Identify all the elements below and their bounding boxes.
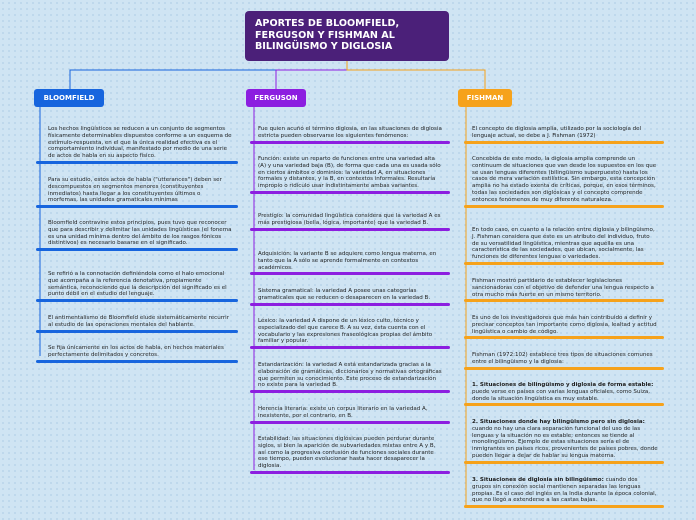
fishman-type-title: 3. Situaciones de diglosia sin bilingüismo: [472, 477, 604, 483]
bloomfield-topic-text: Se refirió a la connotación definiéndola como el halo emocional que acompaña a la referencia denotativa, propiamente semántica, reconociendo que la descripción del significado es el punto débil en el estudio del lenguaje. [48, 271, 227, 298]
ferguson-topic[interactable] [250, 126, 450, 140]
fishman-topic-text: Fishman (1972:102) establece tres tipos de situaciones comunes entre el bilingüismo y la diglosia: [472, 352, 653, 365]
central-topic[interactable] [245, 11, 449, 61]
fishman-type-text: cuando dos grupos sin conexión social mantienen separadas las lenguas propias. Es el caso del inglés en la India durante la época colonial, que no llegó a extenderse a las castas bajas. [472, 477, 657, 504]
fishman-topic[interactable] [464, 156, 664, 204]
bloomfield-topic-text: Bloomfield contravine estos principios, pues tuvo que reconocer que para describir y delimitar las unidades lingüísticas (el fonema es una unidad mínima dentro del ámbito de los rasgos fónicos distintivos) es necesario basarse en el significado. [48, 220, 232, 247]
fishman-topic[interactable] [464, 352, 664, 366]
bloomfield-topic[interactable] [36, 177, 238, 204]
ferguson-topic[interactable] [250, 156, 450, 190]
branch-bloomfield-label: BLOOMFIELD [43, 94, 95, 102]
fishman-type-title: 1. Situaciones de bilingüismo y diglosia de forma estable: [472, 382, 654, 388]
branch-bloomfield[interactable] [34, 89, 104, 107]
fishman-type-3[interactable] [464, 477, 664, 504]
branch-ferguson[interactable] [246, 89, 306, 107]
ferguson-topic[interactable] [250, 362, 450, 389]
fishman-type-title: 2. Situaciones donde hay bilingüismo pero sin diglosia: [472, 419, 645, 425]
bloomfield-topic-text: Para su estudio, estos actos de habla ("utterances") deben ser descompuestos en segmentos menores (constituyentes inmediatos) hasta llegar a los constituyentes últimos o morfemas, las unidades gramaticales mínimas [48, 177, 222, 204]
fishman-topic-text: En todo caso, en cuanto a la relación entre diglosia y bilingüismo, J. Fishman considera que éste es un atributo del individuo, fruto de su versatilidad lingüística, mientras que aquélla es una característica de las sociedades, que ubican, socialmente, las funciones de diferentes lenguas o variedades. [472, 227, 655, 261]
ferguson-topic[interactable] [250, 318, 450, 345]
ferguson-topic-text: Función: existe un reparto de funciones entre una variedad alta (A) y una variedad baja (B), de forma que cada una es usada sólo en ciertos ámbitos o dominios: la variedad A, en situaciones formales y distantes, y la B, en contextos informales. Resultaría impropio o ridículo usar indistintamente ambas variantes. [258, 156, 441, 190]
fishman-type-text: puede verse en países con varias lenguas oficiales, como Suiza, donde la situación lingüística es muy estable. [472, 388, 651, 402]
ferguson-topic-text: Herencia literaria: existe un corpus literario en la variedad A, inexistente, por el contrario, en B. [258, 406, 428, 419]
bloomfield-topic[interactable] [36, 271, 238, 298]
fishman-topic-text: Es uno de los investigadores que más han contribuido a definir y precisar conceptos tan importante como diglosia, lealtad y actitud lingüística o cambio de código. [472, 315, 657, 335]
fishman-topic[interactable] [464, 126, 664, 140]
branch-ferguson-label: FERGUSON [254, 94, 298, 102]
fishman-topic[interactable] [464, 227, 664, 261]
bloomfield-topic[interactable] [36, 220, 238, 247]
ferguson-topic-text: Prestigio: la comunidad lingüística considera que la variedad A es más prestigiosa (bella, lógica, importante) que la variedad B. [258, 213, 441, 226]
ferguson-topic[interactable] [250, 251, 450, 271]
fishman-topic-text: Fishman mostró partidario de establecer legislaciones sancionadoras con el objetivo de defender una lengua respecto a otra mucho más fuerte en un mismo territorio. [472, 278, 654, 298]
fishman-type-1[interactable] [464, 382, 664, 402]
bloomfield-topic-text: Los hechos lingüísticos se reducen a un conjunto de segmentos físicamente determinables dispuestos conforme a un esquema de estímulo-respuesta, en el que la única realidad efectiva es el comportamiento individual, manifestado por medio de una serie de actos de habla en su aspecto físico. [48, 126, 232, 160]
ferguson-topic[interactable] [250, 406, 450, 420]
fishman-topic[interactable] [464, 315, 664, 335]
branch-fishman[interactable] [458, 89, 512, 107]
bloomfield-topic-text: El antimentalismo de Bloomfield elude sistemáticamente recurrir al estudio de las operaciones mentales del hablante. [48, 315, 229, 328]
branch-fishman-label: FISHMAN [466, 94, 504, 102]
ferguson-topic[interactable] [250, 288, 450, 302]
ferguson-topic-text: Adquisición: la variante B se adquiere como lengua materna, en tanto que la A sólo se aprende formalmente en contextos académicos. [258, 251, 437, 271]
ferguson-topic[interactable] [250, 436, 450, 470]
fishman-type-2[interactable] [464, 419, 664, 460]
ferguson-topic-text: Estandarización: la variedad A está estandarizada gracias a la elaboración de gramáticas, diccionarios y normativas ortográficas que permiten su conocimiento. Este proceso de estandarización no existe para la variedad B. [258, 362, 442, 389]
central-topic-title: APORTES DE BLOOMFIELD, FERGUSON Y FISHMAN AL BILINGÜISMO Y DIGLOSIA [255, 18, 400, 52]
bloomfield-topic[interactable] [36, 345, 238, 359]
ferguson-topic-text: Estabilidad: las situaciones diglósicas pueden perdurar durante siglos, si bien la aparición de subvariedades mixtas entre A y B, así como la progresiva confusión de funciones sociales durante ese tiempo, pueden evolucionar hasta hacer desaparecer la diglosia. [258, 436, 436, 470]
fishman-topic-text: Concebida de este modo, la diglosia amplia comprende un continuum de situaciones que van desde los supuestos en los que se usan lenguas diferentes (bilingüismo superpuesto) hasta los casos de mera variación estilística. Sin embargo, esta concepción amplia no ha estado exenta de críticas, porque, en esos términos, todas las sociedades son diglósicas y el concepto comprende entonces fenómenos de muy diferente naturaleza. [472, 156, 657, 203]
fishman-topic[interactable] [464, 278, 664, 298]
ferguson-topic-text: Sistema gramatical: la variedad A posee unas categorías gramaticales que se reducen o desaparecen en la variedad B. [258, 288, 431, 301]
ferguson-topic[interactable] [250, 213, 450, 227]
bloomfield-topic[interactable] [36, 126, 238, 160]
fishman-topic-text: El concepto de diglosia amplía, utilizado por la sociología del lenguaje actual, se debe a J. Fishman (1972) [472, 126, 642, 139]
ferguson-topic-text: Fue quien acuñó el término diglosia, en las situaciones de diglosia estricta pueden observarse los siguientes fenómenos: [258, 126, 442, 139]
fishman-type-text: cuando no hay una clara separación funcional del uso de las lenguas y la situación no es estable; entonces se tiende al monolingüismo. Ejemplo de estas situaciones sería el de inmigrantes en países ricos, provenientes de países pobres, donde pueden llegar a dejar de hablar su lengua materna. [472, 425, 658, 459]
bloomfield-topic-text: Se fija únicamente en los actos de habla, en hechos materiales perfectamente delimitados y concretos. [48, 345, 224, 358]
bloomfield-topic[interactable] [36, 315, 238, 329]
ferguson-topic-text: Léxico: la variedad A dispone de un léxico culto, técnico y especializado del que carece B. A su vez, ésta cuenta con el vocabulario y las expresiones fraseológicas propias del ámbito familiar y popular. [258, 318, 433, 345]
